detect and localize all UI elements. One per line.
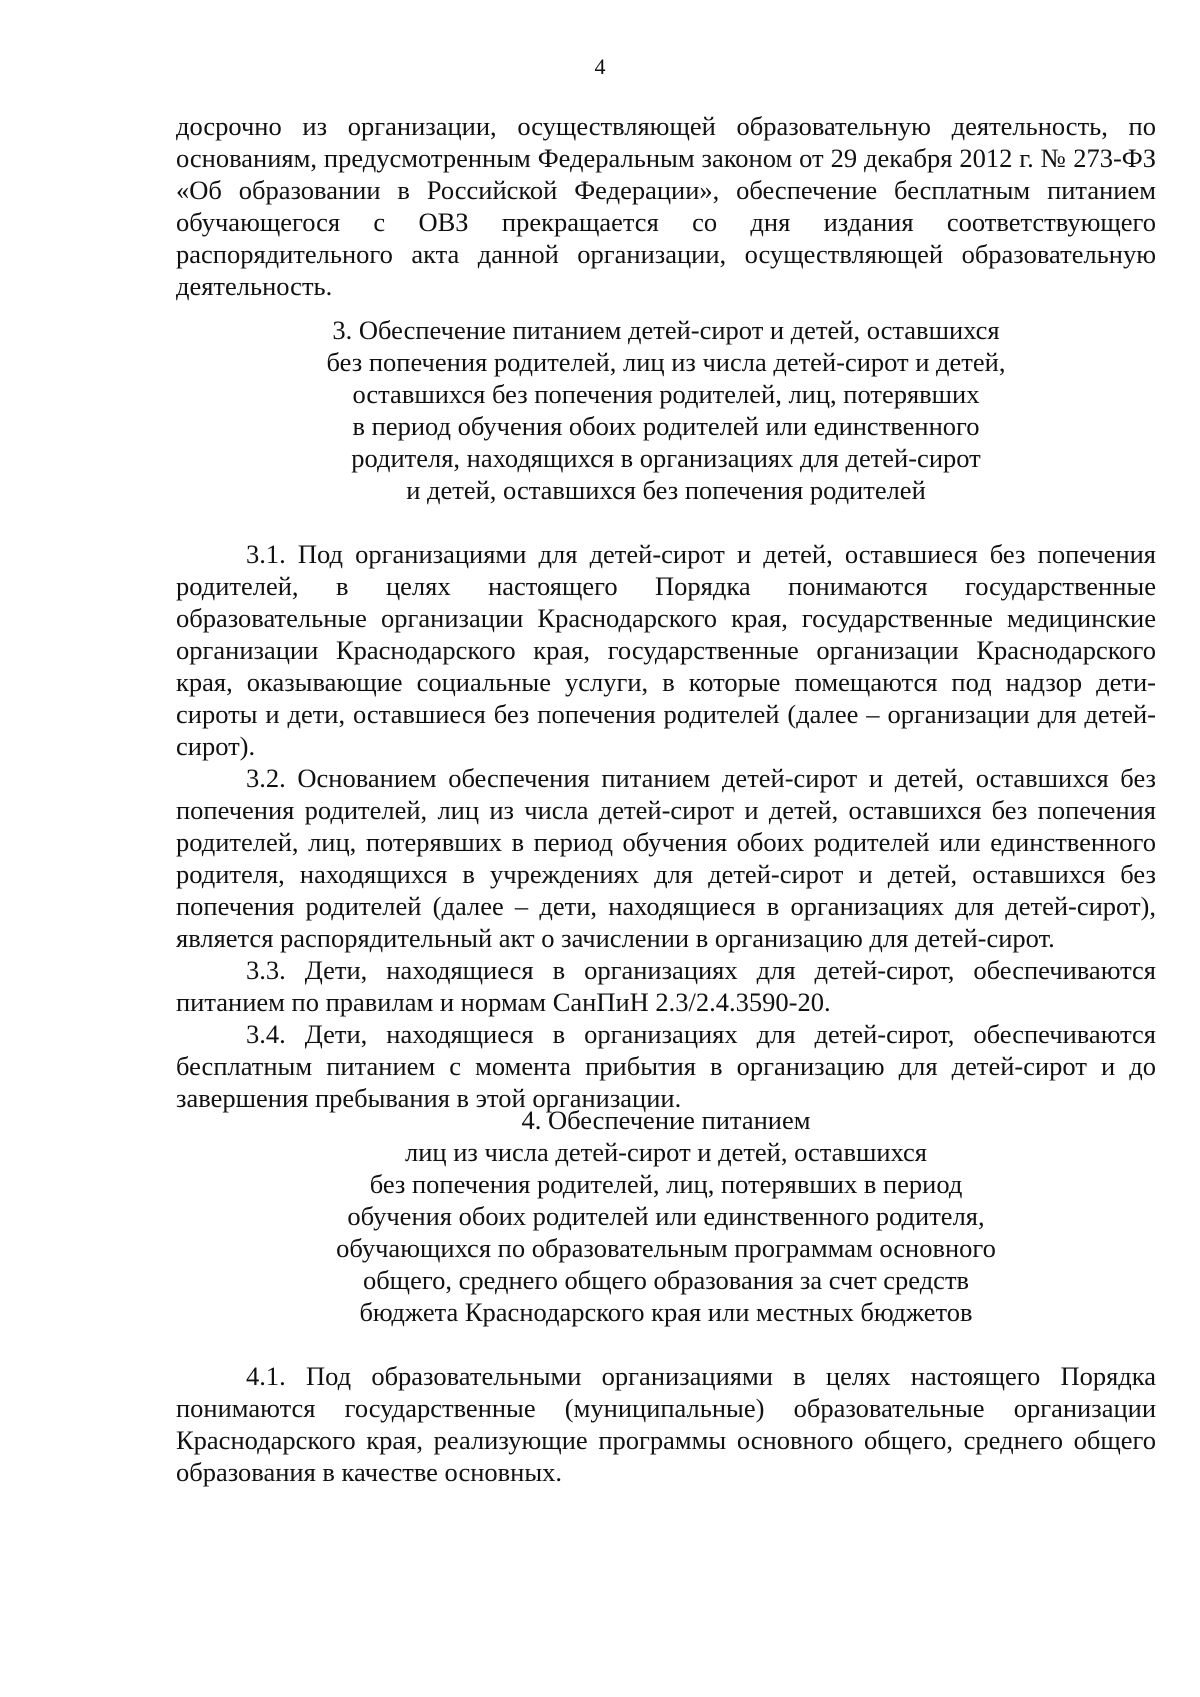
section-3-heading-line: оставшихся без попечения родителей, лиц, потерявших <box>352 379 980 409</box>
section-3-heading-line: и детей, оставшихся без попечения родителей <box>406 475 926 505</box>
paragraph-3-2: 3.2. Основанием обеспечения питанием детей-сирот и детей, оставшихся без попечения родителей, лиц из числа детей-сирот и детей, оставшихся без попечения родителей, лиц, потерявших в период обучения обоих родителей или единственного родителя, находящихся в учреждениях для детей-сирот и детей, оставшихся без попечения родителей (далее – дети, находящиеся в организациях для детей-сирот), является распорядительный акт о зачислении в организацию для детей-сирот. <box>176 763 1156 953</box>
paragraph-3-4: 3.4. Дети, находящиеся в организациях для детей-сирот, обеспечиваются бесплатным питанием с момента прибытия в организацию для детей-сирот и до завершения пребывания в этой организации. <box>176 1019 1156 1113</box>
section-4-heading-line: обучения обоих родителей или единственного родителя, <box>347 1201 985 1231</box>
paragraph-3-1: 3.1. Под организациями для детей-сирот и детей, оставшиеся без попечения родителей, в целях настоящего Порядка понимаются государственные образовательные организации Краснодарского края, государственные медицинские организации Краснодарского края, государственные организации Краснодарского края, оказывающие социальные услуги, в которые помещаются под надзор дети-сироты и дети, оставшиеся без попечения родителей (далее – организации для детей-сирот). <box>176 539 1156 761</box>
section-3-heading-line: родителя, находящихся в организациях для детей-сирот <box>351 443 981 473</box>
paragraph-4-1: 4.1. Под образовательными организациями в целях настоящего Порядка понимаются государственные (муниципальные) образовательные организации Краснодарского края, реализующие программы основного общего, среднего общего образования в качестве основных. <box>176 1361 1156 1487</box>
section-3-heading-line: без попечения родителей, лиц из числа детей-сирот и детей, <box>326 347 1006 377</box>
section-3-heading <box>176 314 1156 506</box>
intro-paragraph: досрочно из организации, осуществляющей образовательную деятельность, по основаниям, предусмотренным Федеральным законом от 29 декабря 2012 г. № 273-ФЗ «Об образовании в Российской Федерации», обеспечение бесплатным питанием обучающегося с ОВЗ прекращается со дня издания соответствующего распорядительного акта данной организации, осуществляющей образовательную деятельность. <box>176 111 1156 301</box>
section-4-heading-line: 4. Обеспечение питанием <box>521 1105 811 1135</box>
page-number: 4 <box>594 54 606 79</box>
section-4-heading-line: бюджета Краснодарского края или местных бюджетов <box>359 1297 973 1327</box>
section-3-body <box>176 538 1156 1114</box>
intro-block <box>176 110 1156 302</box>
section-4-heading-line: лиц из числа детей-сирот и детей, оставшихся <box>405 1137 927 1167</box>
paragraph-3-3: 3.3. Дети, находящиеся в организациях для детей-сирот, обеспечиваются питанием по правилам и нормам СанПиН 2.3/2.4.3590-20. <box>176 955 1156 1017</box>
section-4-body <box>176 1360 1156 1488</box>
section-4-heading-line: обучающихся по образовательным программам основного <box>336 1233 996 1263</box>
section-4-heading-line: без попечения родителей, лиц, потерявших в период <box>369 1169 963 1199</box>
section-3-heading-line: 3. Обеспечение питанием детей-сирот и детей, оставшихся <box>332 315 1000 345</box>
section-3-heading-line: в период обучения обоих родителей или единственного <box>352 411 980 441</box>
section-4-heading-line: общего, среднего общего образования за счет средств <box>362 1265 970 1295</box>
section-4-heading <box>176 1104 1156 1328</box>
